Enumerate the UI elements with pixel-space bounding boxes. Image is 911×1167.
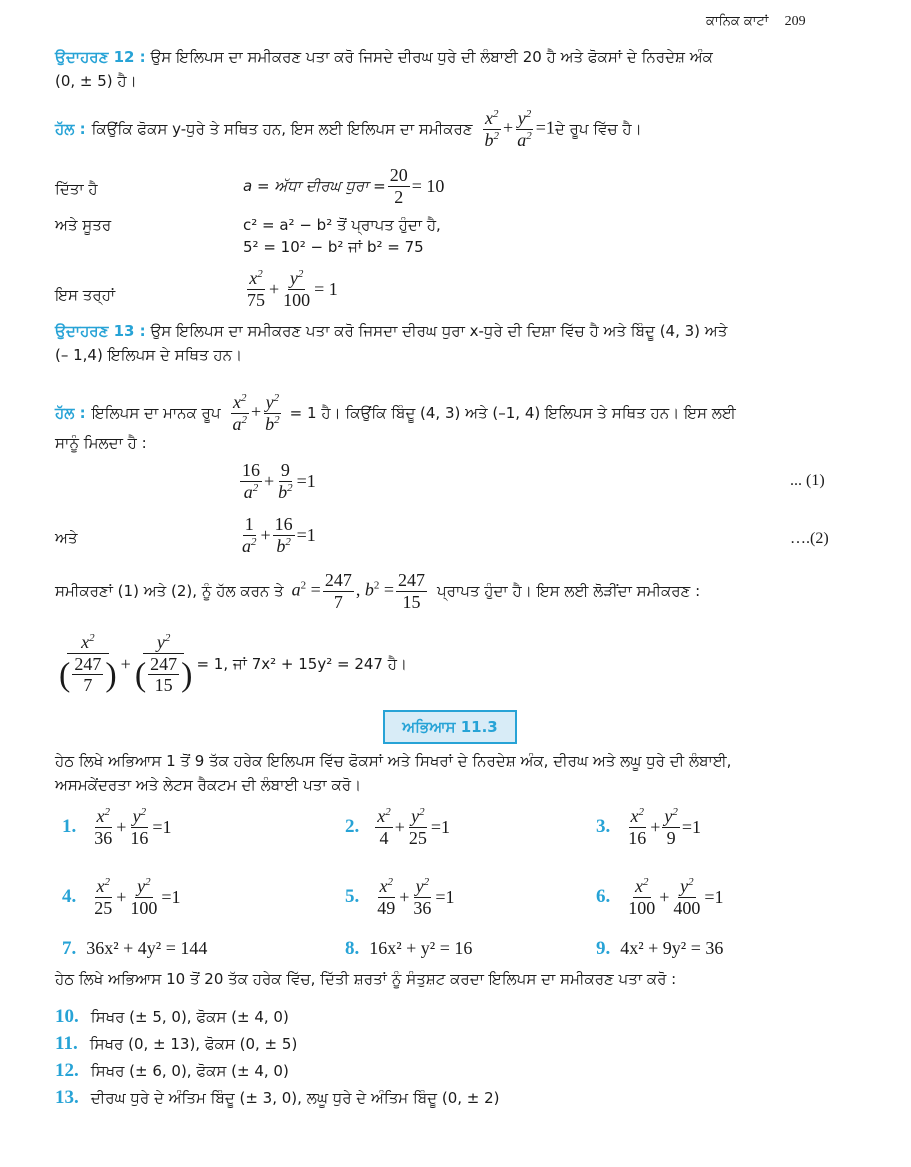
running-header [706,14,806,30]
exercise-title: ਅਭਿਆਸ 11.3 [402,718,498,736]
exercise-title-box [383,710,517,744]
example-12-statement-line2: (0, ± 5) ਹੈ। [55,72,137,90]
equation-1: $\frac{16}{a^2}$ + $\frac{9}{b^2}$ =1 [242,460,316,502]
problem-13: 13. ਦੀਰਘ ਧੁਰੇ ਦੇ ਅੰਤਿਮ ਬਿੰਦੂ (± 3, 0), ਲਘੂ ਧੁਰੇ ਦੇ ਅੰਤਿਮ ਬਿੰਦੂ (0, ± 2) [55,1087,500,1108]
chapter-title: ਕਾਨਿਕ ਕਾਟਾਂ [706,14,769,29]
solution-text: ਕਿਉਂਕਿ ਫੋਕਸ y-ਧੁਰੇ ਤੇ ਸਥਿਤ ਹਨ, ਇਸ ਲਈ ਇਲਿਪਸ ਦਾ ਸਮੀਕਰਣ [91,120,473,139]
problem-10: 10. ਸਿਖਰ (± 5, 0), ਫੋਕਸ (± 4, 0) [55,1006,289,1027]
example-13-solution: ਹੱਲ : ਇਲਿਪਸ ਦਾ ਮਾਨਕ ਰੂਪ $\frac{x^2}{a^2}$ + $\frac{y^2}{b^2}$ = 1 ਹੈ। ਕਿਉਂਕਿ ਬਿੰਦੂ (4, 3) ਅਤੇ (–1, 4) ਇਲਿਪਸ ਤੇ ਸਥਿਤ ਹਨ। ਇਸ ਲਈ [55,392,736,434]
exercise-intro-2: ਅਸਮਕੇਂਦਰਤਾ ਅਤੇ ਲੇਟਸ ਰੈਕਟਮ ਦੀ ਲੰਬਾਈ ਪਤਾ ਕਰੋ। [55,776,362,794]
problem-5: 5. $\frac{x^2}{49}$ + $\frac{y^2}{36}$ =1 [345,876,455,918]
problem-12: 12. ਸਿਖਰ (± 6, 0), ਫੋਕਸ (± 4, 0) [55,1060,289,1081]
exercise-intro-3: ਹੇਠ ਲਿਖੇ ਅਭਿਆਸ 10 ਤੋਂ 20 ਤੱਕ ਹਰੇਕ ਵਿੱਚ, ਦਿੱਤੀ ਸ਼ਰਤਾਂ ਨੂੰ ਸੰਤੁਸ਼ਟ ਕਰਦਾ ਇਲਿਪਸ ਦਾ ਸਮੀਕਰਣ ਪਤਾ ਕਰੋ : [55,970,677,988]
given-expression: a = ਅੱਧਾ ਦੀਰਘ ਧੁਰਾ = $\frac{20}{2}$ = 10 [243,165,445,207]
example-12-solution [55,108,642,150]
solving-line: ਸਮੀਕਰਣਾਂ (1) ਅਤੇ (2), ਨੂੰ ਹੱਲ ਕਰਨ ਤੇ $a^2$ = $\frac{247}{7}$ , $b^2$ = $\frac{247}{15}$ ਪ੍ਰਾਪਤ ਹੁੰਦਾ ਹੈ। ਇਸ ਲਈ ਲੋੜੀਂਦਾ ਸਮੀਕਰਣ : [55,570,701,612]
solution-label-13: ਹੱਲ : [55,404,86,423]
formula-label: ਅਤੇ ਸੂਤਰ [55,216,112,234]
exercise-intro-1: ਹੇਠ ਲਿਖੇ ਅਭਿਆਸ 1 ਤੋਂ 9 ਤੱਕ ਹਰੇਕ ਇਲਿਪਸ ਵਿੱਚ ਫੋਕਸਾਂ ਅਤੇ ਸਿਖਰਾਂ ਦੇ ਨਿਰਦੇਸ਼ ਅੰਕ, ਦੀਰਘ ਅਤੇ ਲਘੂ ਧੁਰੇ ਦੀ ਲੰਬਾਈ, [55,752,732,770]
given-label: ਦਿੱਤਾ ਹੈ [55,180,98,198]
formula-line-2: 5² = 10² − b² ਜਾਂ b² = 75 [243,238,424,256]
example-13-text: ਉਸ ਇਲਿਪਸ ਦਾ ਸਮੀਕਰਣ ਪਤਾ ਕਰੋ ਜਿਸਦਾ ਦੀਰਘ ਧੁਰਾ x-ਧੁਰੇ ਦੀ ਦਿਸ਼ਾ ਵਿੱਚ ਹੈ ਅਤੇ ਬਿੰਦੂ (4, 3) ਅਤੇ [150,322,728,340]
solution-tail: ਦੇ ਰੂਪ ਵਿੱਚ ਹੈ। [554,120,642,139]
problem-11: 11. ਸਿਖਰ (0, ± 13), ਫੋਕਸ (0, ± 5) [55,1033,298,1054]
example-12-statement [55,48,713,66]
problem-9: 9. 4x² + 9y² = 36 [596,938,724,959]
thus-label: ਇਸ ਤਰ੍ਹਾਂ [55,286,116,304]
formula-line-1: c² = a² − b² ਤੋਂ ਪ੍ਰਾਪਤ ਹੁੰਦਾ ਹੈ, [243,216,441,234]
problem-1: 1. $\frac{x^2}{36}$ + $\frac{y^2}{16}$ =1 [62,806,172,848]
example-13-statement-line2: (– 1,4) ਇਲਿਪਸ ਦੇ ਸਥਿਤ ਹਨ। [55,346,243,364]
and-label: ਅਤੇ [55,529,78,547]
problem-2: 2. $\frac{x^2}{4}$ + $\frac{y^2}{25}$ =1 [345,806,451,848]
solution-label: ਹੱਲ : [55,120,86,139]
ellipse-standard-form-x: $\frac{x^2}{a^2}$ + $\frac{y^2}{b^2}$ [232,392,280,434]
final-equation-13: $x^2$ ( $\frac{247}{7}$ ) + $y^2$ ( $\frac{247}{15}$ ) = 1, ਜਾਂ 7x² + 15y² = 247 ਹੈ। [59,632,408,696]
example-13-statement [55,322,727,340]
solved-values: $a^2$ = $\frac{247}{7}$ , $b^2$ = $\frac{247}{15}$ [291,570,425,612]
solution-line-2: ਸਾਨੂੰ ਮਿਲਦਾ ਹੈ : [55,434,147,452]
equation-2: $\frac{1}{a^2}$ + $\frac{16}{b^2}$ =1 [242,514,316,556]
problem-6: 6. $\frac{x^2}{100}$ + $\frac{y^2}{400}$ =1 [596,876,724,918]
problem-8: 8. 16x² + y² = 16 [345,938,473,959]
example-13-label: ਉਦਾਹਰਣ 13 : [55,322,146,340]
equation-1-tag: ... (1) [790,472,825,489]
example-12-text: ਉਸ ਇਲਿਪਸ ਦਾ ਸਮੀਕਰਣ ਪਤਾ ਕਰੋ ਜਿਸਦੇ ਦੀਰਘ ਧੁਰੇ ਦੀ ਲੰਬਾਈ 20 ਹੈ ਅਤੇ ਫੋਕਸਾਂ ਦੇ ਨਿਰਦੇਸ਼ ਅੰਕ [150,48,713,66]
ellipse-standard-form-y: $\frac{x^2}{b^2}$ + $\frac{y^2}{a^2}$ =1 [484,108,555,150]
page-number: 209 [784,14,806,29]
problem-3: 3. $\frac{x^2}{16}$ + $\frac{y^2}{9}$ =1 [596,806,702,848]
example-12-label: ਉਦਾਹਰਣ 12 : [55,48,146,66]
ellipse-equation-12: $\frac{x^2}{75}$ + $\frac{y^2}{100}$ = 1 [247,268,338,310]
equation-2-tag: ….(2) [790,530,829,547]
problem-4: 4. $\frac{x^2}{25}$ + $\frac{y^2}{100}$ =1 [62,876,181,918]
problem-7: 7. 36x² + 4y² = 144 [62,938,208,959]
